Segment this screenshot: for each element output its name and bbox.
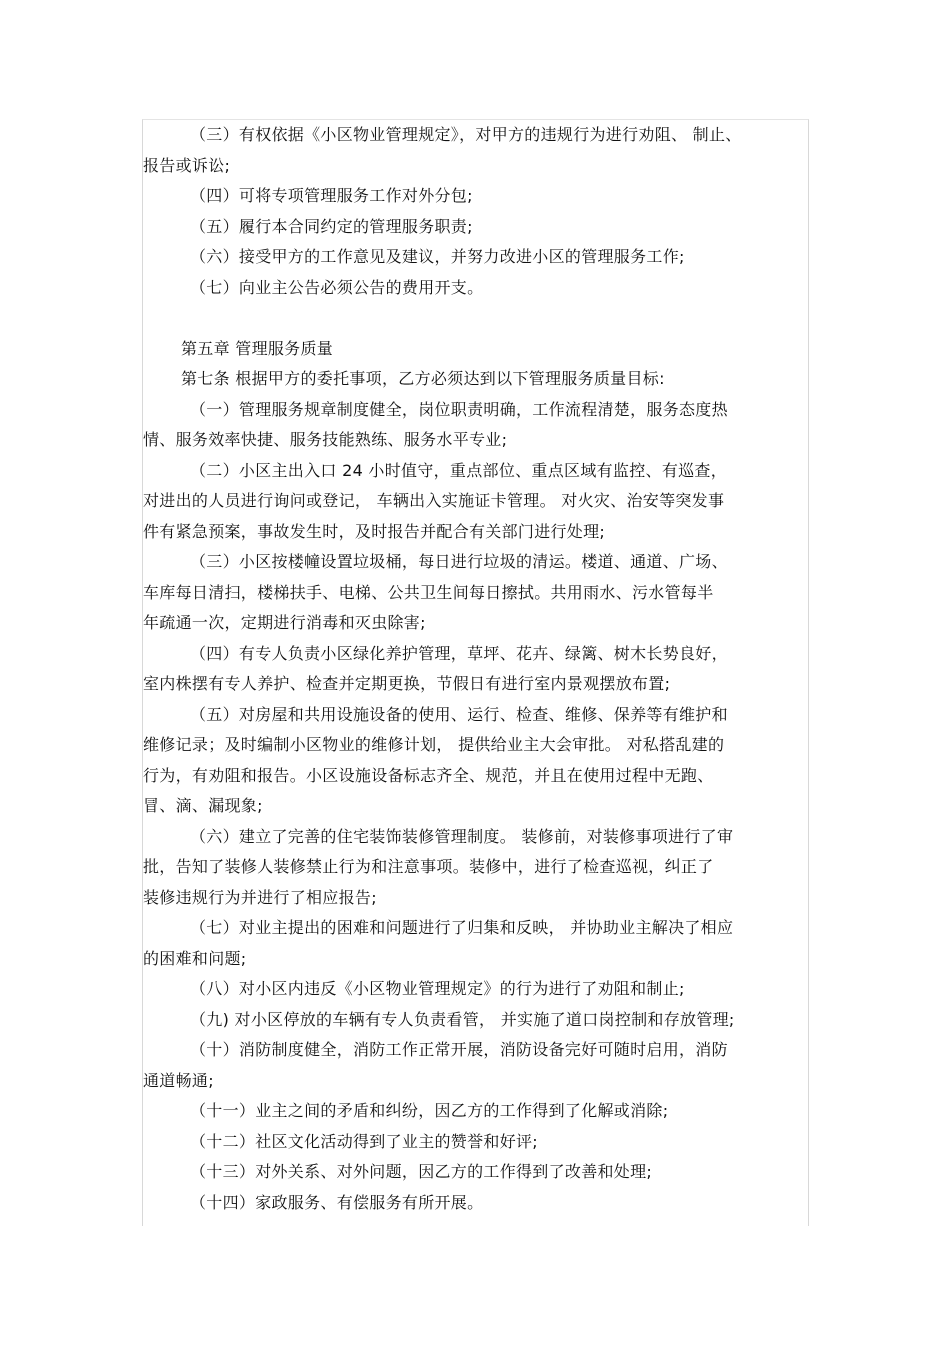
- paragraph-line: （四）有专人负责小区绿化养护管理，草坪、花卉、绿篱、树木长势良好，: [190, 643, 728, 663]
- paragraph-line: （五）履行本合同约定的管理服务职责;: [190, 216, 473, 236]
- paragraph-line: 年疏通一次，定期进行消毒和灭虫除害;: [143, 613, 426, 632]
- paragraph-line: （三）小区按楼幢设置垃圾桶，每日进行垃圾的清运。楼道、通道、广场、: [190, 552, 728, 571]
- paragraph-line: 批，告知了装修人装修禁止行为和注意事项。装修中，进行了检查巡视，纠正了: [143, 857, 714, 876]
- paragraph-line: （四）可将专项管理服务工作对外分包;: [190, 186, 473, 205]
- paragraph-line: （六）建立了完善的住宅装饰装修管理制度。 装修前，对装修事项进行了审: [190, 826, 734, 846]
- paragraph-line: 情、服务效率快捷、服务技能熟练、服务水平专业;: [143, 430, 508, 449]
- paragraph-line: 冒、滴、漏现象;: [143, 796, 263, 815]
- paragraph-line: （十一）业主之间的矛盾和纠纷，因乙方的工作得到了化解或消除;: [190, 1101, 669, 1120]
- paragraph-line: （五）对房屋和共用设施设备的使用、运行、检查、维修、保养等有维护和: [190, 704, 728, 724]
- paragraph-line: 装修违规行为并进行了相应报告;: [143, 887, 377, 907]
- paragraph-line: 的困难和问题;: [143, 948, 247, 968]
- paragraph-line: （八）对小区内违反《小区物业管理规定》的行为进行了劝阻和制止;: [190, 979, 685, 998]
- paragraph-line: （十二）社区文化活动得到了业主的赞誉和好评;: [190, 1131, 538, 1151]
- paragraph-line: （二）小区主出入口 24 小时值守，重点部位、重点区域有监控、有巡查，: [190, 460, 728, 480]
- paragraph-line: （七）对业主提出的困难和问题进行了归集和反映， 并协助业主解决了相应: [190, 918, 734, 937]
- paragraph-line: 室内株摆有专人养护、检查并定期更换，节假日有进行室内景观摆放布置;: [143, 674, 671, 693]
- paragraph-line: 车库每日清扫，楼梯扶手、电梯、公共卫生间每日擦拭。共用雨水、污水管每半: [143, 582, 714, 602]
- paragraph-line: （十）消防制度健全，消防工作正常开展，消防设备完好可随时启用，消防: [190, 1040, 728, 1059]
- paragraph-line: （十三）对外关系、对外问题，因乙方的工作得到了改善和处理;: [190, 1162, 653, 1181]
- paragraph-line: 对进出的人员进行询问或登记， 车辆出入实施证卡管理。 对火灾、治安等突发事: [143, 491, 725, 510]
- paragraph-line: （三）有权依据《小区物业管理规定》，对甲方的违规行为进行劝阻、 制止、: [190, 125, 742, 144]
- paragraph-line: 行为，有劝阻和报告。小区设施设备标志齐全、规范，并且在使用过程中无跑、: [143, 765, 714, 785]
- paragraph-line: （七）向业主公告必须公告的费用开支。: [190, 277, 484, 297]
- paragraph-line: 通道畅通;: [143, 1070, 214, 1090]
- paragraph-line: （一）管理服务规章制度健全，岗位职责明确，工作流程清楚，服务态度热: [190, 399, 728, 419]
- document-body: [143, 120, 807, 1218]
- article-heading: 第七条 根据甲方的委托事项，乙方必须达到以下管理服务质量目标:: [181, 369, 665, 388]
- paragraph-line: （九) 对小区停放的车辆有专人负责看管， 并实施了道口岗控制和存放管理;: [190, 1009, 735, 1029]
- paragraph-line: （十四）家政服务、有偿服务有所开展。: [190, 1192, 484, 1212]
- paragraph-line: 维修记录；及时编制小区物业的维修计划， 提供给业主大会审批。 对私搭乱建的: [143, 735, 725, 754]
- paragraph-line: 件有紧急预案，事故发生时，及时报告并配合有关部门进行处理;: [143, 521, 606, 541]
- paragraph-line: （六）接受甲方的工作意见及建议，并努力改进小区的管理服务工作;: [190, 247, 685, 266]
- paragraph-line: 报告或诉讼;: [143, 155, 231, 175]
- chapter-heading: 第五章 管理服务质量: [181, 338, 334, 358]
- blank-line: [143, 303, 807, 334]
